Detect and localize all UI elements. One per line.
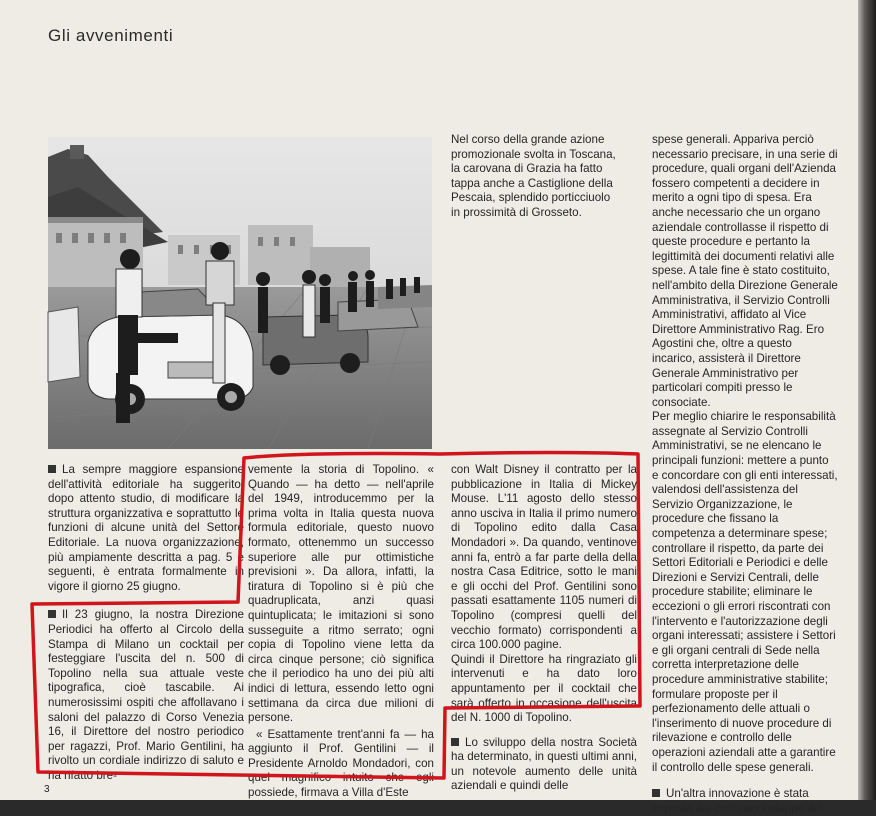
paragraph-walt-disney: con Walt Disney il contratto per la pubblicazione in Italia di Mickey Mouse. L'11 agosto dello stesso anno usciva in Italia il primo numero di Topolino edito dalla Casa Mondadori ». Da quando, ventinove anni fa, entrò a far parte della della nostra Casa Editrice, sotto le mani e gli occhi del Prof. Gentilini sono passati esattamente 1105 numeri di Topolino (compresi quelli del vecchio formato) corrispondenti a circa 100.000 pagine.	[451, 463, 637, 652]
paragraph-gentilini-quote: « Esattamente trent'anni fa — ha aggiunto il Prof. Gentilini — il Presidente Arnoldo Mondadori, con quel magnifico intuito che egli possiede, firmava a Villa d'Este	[248, 727, 434, 800]
column-2	[248, 463, 434, 801]
book-spine-edge	[858, 0, 876, 800]
section-title: Gli avvenimenti	[48, 26, 174, 45]
page-number: 3	[44, 784, 50, 795]
square-bullet-icon	[652, 789, 660, 797]
paragraph-company-growth: Lo sviluppo della nostra Società ha determinato, in questi ultimi anni, un notevole aumento delle unità aziendali e quindi delle	[451, 735, 637, 793]
photo-caption: Nel corso della grande azione promozionale svolta in Toscana, la carovana di Grazia ha fatto tappa anche a Castiglione della Pescaia, splendido porticciuolo in prossimità di Grosseto.	[451, 133, 616, 219]
column-1	[48, 463, 244, 783]
paragraph-topolino-history: vemente la storia di Topolino. « Quando — ha detto — nell'aprile del 1949, introducemmo per la prima volta in Italia questa nuova formula editoriale, questo nuovo formato, ottenemmo un successo superiore alle pur ottimistiche previsioni ». Da allora, infatti, la tiratura di Topolino si è più che quadruplicata, anzi quasi quintuplicata; le imitazioni si sono susseguite a ritmo serrato; ogni copia di Topolino viene letta da circa cinque persone; ciò significa che il periodico ha uno dei più alti indici di lettura, essendo letto ogni settimana da circa due milioni di persone.	[248, 463, 434, 725]
square-bullet-icon	[48, 610, 56, 618]
photo-cars-castiglione	[48, 137, 432, 449]
column-4	[652, 133, 838, 816]
paragraph-control-functions: Per meglio chiarire le responsabilità assegnate al Servizio Controlli Amministrativi, se ne elencano le principali funzioni: mettere a punto e concordare con gli enti interessati, valendosi dell'assistenza del Servizio Organizzazione, le procedure che fissano la competenza a determinare spese; controllare il rispetto, da parte dei Settori Editoriali e Periodici e delle Direzioni e Servizi Centrali, delle procedure stabilite; eliminare le eccezioni o gli errori riscontrati con l'intervento e l'autorizzazione degli organi interessati; assistere i Settori e gli organi centrali di Sede nella corretta interpretazione delle procedure amministrative stabilite; formulare proposte per il perfezionamento delle attuali o l'inserimento di nuove procedure di rilevazione e controllo delle operazioni aziendali atte a garantire il controllo delle spese generali.	[652, 410, 838, 774]
paragraph-thanks: Quindi il Direttore ha ringraziato gli intervenuti e ha dato loro appuntamento per il cocktail che sarà offerto in occasione dell'uscita del N. 1000 di Topolino.	[451, 652, 637, 725]
paragraph-reorganization: La sempre maggiore espansione dell'attività editoriale ha suggerito, dopo attento studio, di modificare la struttura organizzativa e soprattutto le funzioni di alcune unità del Settore Editoriale. La nuova organizzazione, più ampiamente descritta a pag. 5 e seguenti, è entrata formalmente in vigore il giorno 25 giugno.	[48, 463, 244, 593]
square-bullet-icon	[451, 738, 459, 746]
paragraph-topolino-cocktail: Il 23 giugno, la nostra Direzione Periodici ha offerto al Circolo della Stampa di Milano un cocktail per festeggiare l'uscita del n. 500 di Topolino nella sua attuale veste tipografica, cioè tascabile. Ai numerosissimi ospiti che affollavano i saloni del palazzo di Corso Venezia 16, il Direttore del nostro periodico per ragazzi, Prof. Mario Gentilini, ha rivolto un cordiale indirizzo di saluto e ha rifatto bre-	[48, 608, 244, 782]
paragraph-another-innovation: Un'altra innovazione è stata imposta dal continuo sviluppo del-	[652, 787, 827, 815]
square-bullet-icon	[48, 465, 56, 473]
paragraph-general-expenses: spese generali. Appariva perciò necessario precisare, in una serie di procedure, quali organi dell'Azienda fossero competenti a decidere in merito a ogni tipo di spesa. Era anche necessario che un organo aziendale controllasse il rispetto di queste procedure e pertanto la legittimità dei documenti relativi alle spese. A tale fine è stato costituito, nell'ambito della Direzione Generale Amministrativa, il Servizio Controlli Amministrativi, affidato al Vice Direttore Amministrativo Rag. Ero Agostini che, oltre a questo incarico, assisterà il Direttore Generale Amministrativo per particolari compiti presso le consociate.	[652, 133, 838, 409]
column-3	[451, 463, 637, 794]
